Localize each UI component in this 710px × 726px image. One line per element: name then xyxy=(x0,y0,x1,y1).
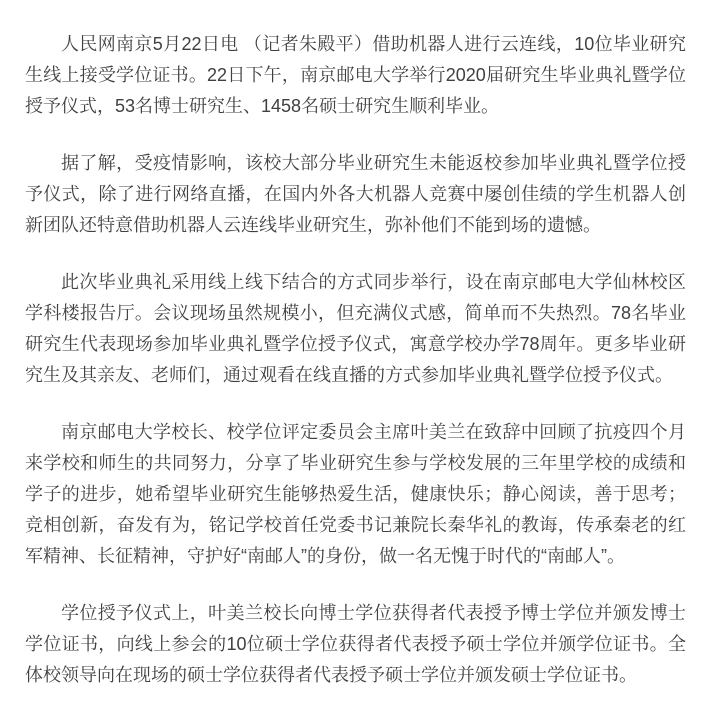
article-paragraph-1: 人民网南京5月22日电 （记者朱殿平）借助机器人进行云连线，10位毕业研究生线上接受学位证书。22日下午，南京邮电大学举行2020届研究生毕业典礼暨学位授予仪式，53名博士研究生、1458名硕士研究生顺利毕业。 xyxy=(25,34,686,116)
article-paragraph-2: 据了解，受疫情影响，该校大部分毕业研究生未能返校参加毕业典礼暨学位授予仪式，除了进行网络直播，在国内外各大机器人竞赛中屡创佳绩的学生机器人创新团队还特意借助机器人云连线毕业研究生，弥补他们不能到场的遗憾。 xyxy=(25,153,686,235)
article-paragraph-4: 南京邮电大学校长、校学位评定委员会主席叶美兰在致辞中回顾了抗疫四个月来学校和师生的共同努力，分享了毕业研究生参与学校发展的三年里学校的成绩和学子的进步，她希望毕业研究生能够热爱生活，健康快乐；静心阅读，善于思考；竞相创新，奋发有为，铭记学校首任党委书记兼院长秦华礼的教诲，传承秦老的红军精神、长征精神，守护好“南邮人”的身份，做一名无愧于时代的“南邮人”。 xyxy=(25,422,686,566)
article-paragraph-5: 学位授予仪式上，叶美兰校长向博士学位获得者代表授予博士学位并颁发博士学位证书，向线上参会的10位硕士学位获得者代表授予硕士学位并颁学位证书。全体校领导向在现场的硕士学位获得者代表授予硕士学位并颁发硕士学位证书。 xyxy=(25,603,686,685)
article-paragraph-3: 此次毕业典礼采用线上线下结合的方式同步举行，设在南京邮电大学仙林校区学科楼报告厅。会议现场虽然规模小，但充满仪式感，简单而不失热烈。78名毕业研究生代表现场参加毕业典礼暨学位授予仪式，寓意学校办学78周年。更多毕业研究生及其亲友、老师们，通过观看在线直播的方式参加毕业典礼暨学位授予仪式。 xyxy=(25,272,686,385)
